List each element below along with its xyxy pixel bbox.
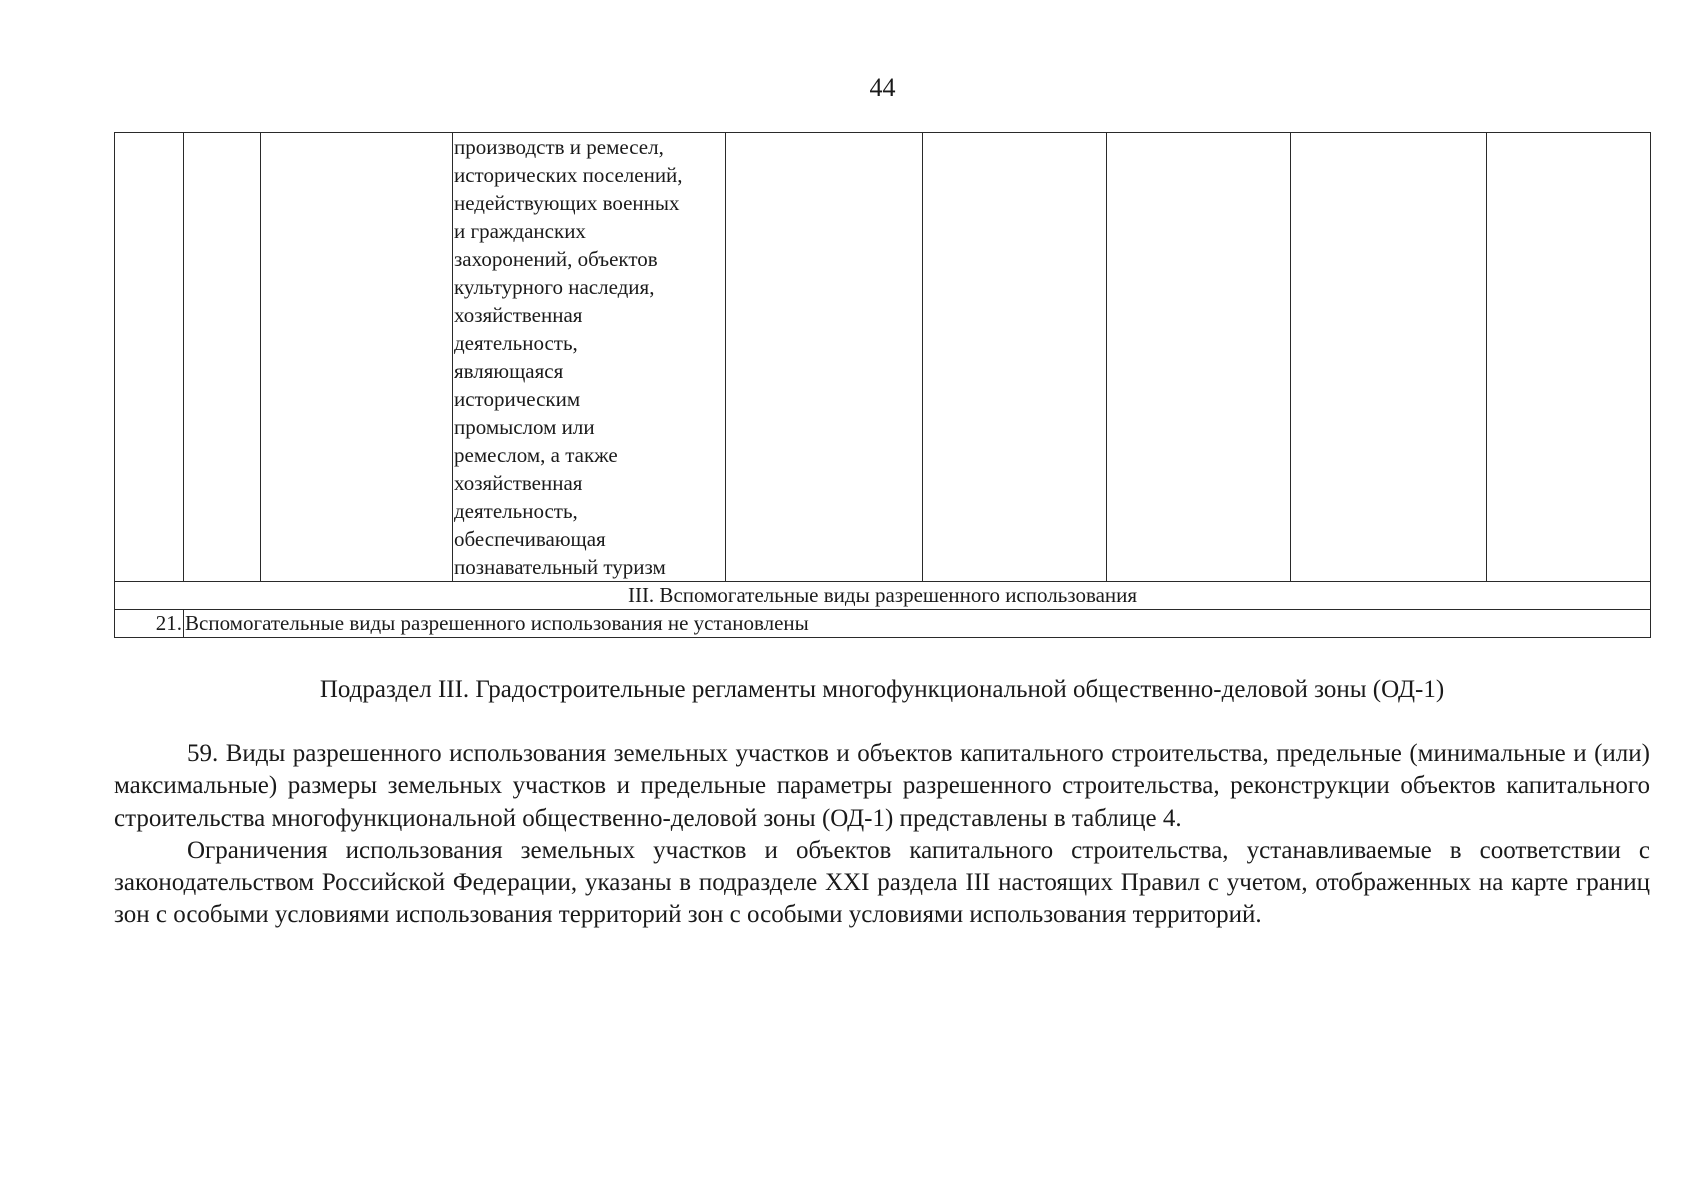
table-cell-number [115, 133, 184, 582]
paragraph-restrictions: Ограничения использования земельных участков и объектов капитального строительства, устанавливаемые в соответствии с законодательством Российской Федерации, указаны в подразделе XXI раздела III настоящих Правил с учетом, отображенных на карте границ зон с особыми условиями использования территорий зон с особыми условиями использования территорий. [114, 836, 1650, 929]
table-cell-param-3 [1107, 133, 1291, 582]
paragraph-59: 59. Виды разрешенного использования земельных участков и объектов капитального строительства, предельные (минимальные и (или) максимальные) размеры земельных участков и предельные параметры разрешенного строительства, реконструкции объектов капитального строительства многофункциональной общественно-деловой зоны (ОД-1) представлены в таблице 4. [114, 740, 1650, 832]
table-section-row [115, 582, 1651, 610]
table-cell-param-1 [726, 133, 923, 582]
table-section-heading: III. Вспомогательные виды разрешенного использования [115, 582, 1651, 610]
table-cell-param-5 [1487, 133, 1651, 582]
table-row-21 [115, 610, 1651, 638]
table-cell-code [184, 133, 261, 582]
table-cell-row-text: Вспомогательные виды разрешенного использования не установлены [184, 610, 1651, 638]
table-cell-param-2 [923, 133, 1107, 582]
table-cell-row-number: 21. [115, 610, 184, 638]
body-text [114, 738, 1650, 932]
table-cell-use-name [261, 133, 453, 582]
regulations-table [114, 132, 1651, 638]
table-cell-use-description: производств и ремесел, исторических поселений, недействующих военных и гражданских захоронений, объектов культурного наследия, хозяйственная деятельность, являющаяся историческим промыслом или ремеслом, а также хозяйственная деятельность, обеспечивающая познавательный туризм [453, 133, 726, 582]
table-cell-param-4 [1291, 133, 1487, 582]
page-number: 44 [869, 73, 896, 102]
subsection-heading: Подраздел III. Градостроительные регламенты многофункциональной общественно-деловой зоны (ОД-1) [319, 676, 1445, 703]
table-row-continued [115, 133, 1651, 582]
